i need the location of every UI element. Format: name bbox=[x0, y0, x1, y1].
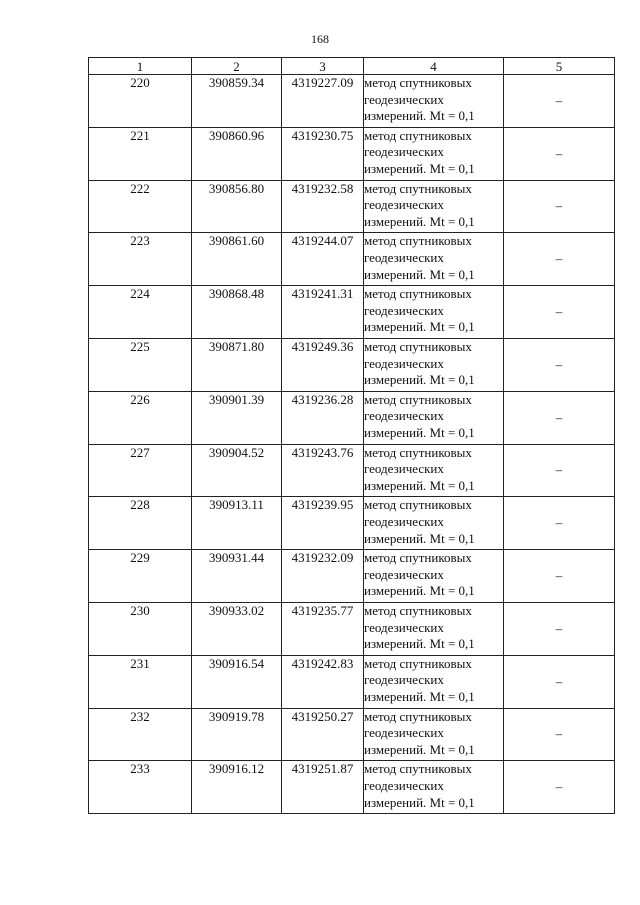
method-cell bbox=[364, 708, 504, 761]
note-cell: – bbox=[504, 338, 615, 391]
method-line: геодезических bbox=[364, 461, 444, 477]
method-line: геодезических bbox=[364, 144, 444, 160]
x-coordinate-cell: 390901.39 bbox=[192, 391, 282, 444]
method-line: измерений. Mt = 0,1 bbox=[364, 741, 475, 757]
method-cell bbox=[364, 180, 504, 233]
table-row bbox=[89, 127, 615, 180]
x-coordinate-cell: 390931.44 bbox=[192, 550, 282, 603]
table-row bbox=[89, 391, 615, 444]
method-cell bbox=[364, 75, 504, 128]
table-row bbox=[89, 286, 615, 339]
method-line: метод спутниковых bbox=[364, 708, 472, 724]
method-line: метод спутниковых bbox=[364, 391, 472, 407]
method-line: метод спутниковых bbox=[364, 550, 472, 566]
method-cell bbox=[364, 550, 504, 603]
method-line: метод спутниковых bbox=[364, 602, 472, 618]
note-cell: – bbox=[504, 655, 615, 708]
table-row bbox=[89, 497, 615, 550]
method-cell bbox=[364, 233, 504, 286]
note-cell: – bbox=[504, 761, 615, 814]
method-cell bbox=[364, 655, 504, 708]
x-coordinate-cell: 390919.78 bbox=[192, 708, 282, 761]
y-coordinate-cell: 4319250.27 bbox=[282, 708, 364, 761]
table-row bbox=[89, 233, 615, 286]
method-line: измерений. Mt = 0,1 bbox=[364, 160, 475, 176]
method-line: геодезических bbox=[364, 91, 444, 107]
note-cell: – bbox=[504, 127, 615, 180]
x-coordinate-cell: 390904.52 bbox=[192, 444, 282, 497]
coordinates-table bbox=[88, 57, 615, 814]
table-row bbox=[89, 550, 615, 603]
method-line: геодезических bbox=[364, 566, 444, 582]
page-number: 168 bbox=[311, 32, 329, 46]
method-line: метод спутниковых bbox=[364, 233, 472, 249]
x-coordinate-cell: 390871.80 bbox=[192, 338, 282, 391]
method-line: метод спутниковых bbox=[364, 180, 472, 196]
method-line: геодезических bbox=[364, 513, 444, 529]
method-line: измерений. Mt = 0,1 bbox=[364, 688, 475, 704]
y-coordinate-cell: 4319251.87 bbox=[282, 761, 364, 814]
note-cell: – bbox=[504, 708, 615, 761]
note-cell: – bbox=[504, 180, 615, 233]
method-line: измерений. Mt = 0,1 bbox=[364, 319, 475, 335]
method-cell bbox=[364, 602, 504, 655]
y-coordinate-cell: 4319249.36 bbox=[282, 338, 364, 391]
y-coordinate-cell: 4319230.75 bbox=[282, 127, 364, 180]
method-line: измерений. Mt = 0,1 bbox=[364, 424, 475, 440]
y-coordinate-cell: 4319242.83 bbox=[282, 655, 364, 708]
method-line: метод спутниковых bbox=[364, 127, 472, 143]
table-row bbox=[89, 708, 615, 761]
method-line: метод спутниковых bbox=[364, 75, 472, 90]
method-line: измерений. Mt = 0,1 bbox=[364, 794, 475, 810]
point-number-cell: 231 bbox=[89, 655, 192, 708]
method-cell bbox=[364, 127, 504, 180]
y-coordinate-cell: 4319227.09 bbox=[282, 75, 364, 128]
x-coordinate-cell: 390913.11 bbox=[192, 497, 282, 550]
point-number-cell: 220 bbox=[89, 75, 192, 128]
table-row bbox=[89, 75, 615, 128]
method-line: геодезических bbox=[364, 619, 444, 635]
header-row bbox=[89, 58, 615, 75]
method-line: измерений. Mt = 0,1 bbox=[364, 530, 475, 546]
method-line: метод спутниковых bbox=[364, 497, 472, 513]
method-cell bbox=[364, 761, 504, 814]
y-coordinate-cell: 4319239.95 bbox=[282, 497, 364, 550]
note-cell: – bbox=[504, 550, 615, 603]
method-cell bbox=[364, 286, 504, 339]
table-row bbox=[89, 602, 615, 655]
table-row bbox=[89, 338, 615, 391]
note-cell: – bbox=[504, 391, 615, 444]
point-number-cell: 225 bbox=[89, 338, 192, 391]
method-line: метод спутниковых bbox=[364, 761, 472, 777]
x-coordinate-cell: 390860.96 bbox=[192, 127, 282, 180]
method-line: метод спутниковых bbox=[364, 286, 472, 302]
column-header-3: 3 bbox=[282, 58, 364, 75]
x-coordinate-cell: 390916.12 bbox=[192, 761, 282, 814]
x-coordinate-cell: 390868.48 bbox=[192, 286, 282, 339]
method-line: геодезических bbox=[364, 355, 444, 371]
note-cell: – bbox=[504, 286, 615, 339]
x-coordinate-cell: 390861.60 bbox=[192, 233, 282, 286]
method-cell bbox=[364, 391, 504, 444]
method-line: геодезических bbox=[364, 302, 444, 318]
point-number-cell: 222 bbox=[89, 180, 192, 233]
column-header-2: 2 bbox=[192, 58, 282, 75]
y-coordinate-cell: 4319243.76 bbox=[282, 444, 364, 497]
table-row bbox=[89, 444, 615, 497]
method-cell bbox=[364, 338, 504, 391]
point-number-cell: 233 bbox=[89, 761, 192, 814]
method-line: измерений. Mt = 0,1 bbox=[364, 636, 475, 652]
point-number-cell: 224 bbox=[89, 286, 192, 339]
x-coordinate-cell: 390856.80 bbox=[192, 180, 282, 233]
x-coordinate-cell: 390933.02 bbox=[192, 602, 282, 655]
method-line: геодезических bbox=[364, 197, 444, 213]
method-line: геодезических bbox=[364, 249, 444, 265]
method-line: метод спутниковых bbox=[364, 444, 472, 460]
x-coordinate-cell: 390916.54 bbox=[192, 655, 282, 708]
y-coordinate-cell: 4319232.09 bbox=[282, 550, 364, 603]
method-line: геодезических bbox=[364, 408, 444, 424]
method-line: измерений. Mt = 0,1 bbox=[364, 477, 475, 493]
note-cell: – bbox=[504, 75, 615, 128]
point-number-cell: 230 bbox=[89, 602, 192, 655]
method-line: метод спутниковых bbox=[364, 655, 472, 671]
point-number-cell: 228 bbox=[89, 497, 192, 550]
point-number-cell: 227 bbox=[89, 444, 192, 497]
method-line: измерений. Mt = 0,1 bbox=[364, 266, 475, 282]
method-line: геодезических bbox=[364, 777, 444, 793]
note-cell: – bbox=[504, 444, 615, 497]
table-row bbox=[89, 180, 615, 233]
y-coordinate-cell: 4319232.58 bbox=[282, 180, 364, 233]
note-cell: – bbox=[504, 497, 615, 550]
method-cell bbox=[364, 497, 504, 550]
method-line: измерений. Mt = 0,1 bbox=[364, 583, 475, 599]
y-coordinate-cell: 4319236.28 bbox=[282, 391, 364, 444]
table-row bbox=[89, 655, 615, 708]
method-line: геодезических bbox=[364, 725, 444, 741]
table-header bbox=[89, 58, 615, 75]
column-header-4: 4 bbox=[364, 58, 504, 75]
y-coordinate-cell: 4319244.07 bbox=[282, 233, 364, 286]
method-line: измерений. Mt = 0,1 bbox=[364, 372, 475, 388]
point-number-cell: 221 bbox=[89, 127, 192, 180]
note-cell: – bbox=[504, 602, 615, 655]
table-row bbox=[89, 761, 615, 814]
column-header-5: 5 bbox=[504, 58, 615, 75]
point-number-cell: 223 bbox=[89, 233, 192, 286]
y-coordinate-cell: 4319235.77 bbox=[282, 602, 364, 655]
y-coordinate-cell: 4319241.31 bbox=[282, 286, 364, 339]
table-body bbox=[89, 75, 615, 814]
method-line: геодезических bbox=[364, 672, 444, 688]
point-number-cell: 226 bbox=[89, 391, 192, 444]
point-number-cell: 229 bbox=[89, 550, 192, 603]
method-line: метод спутниковых bbox=[364, 338, 472, 354]
method-line: измерений. Mt = 0,1 bbox=[364, 108, 475, 124]
method-line: измерений. Mt = 0,1 bbox=[364, 213, 475, 229]
note-cell: – bbox=[504, 233, 615, 286]
method-cell bbox=[364, 444, 504, 497]
point-number-cell: 232 bbox=[89, 708, 192, 761]
column-header-1: 1 bbox=[89, 58, 192, 75]
x-coordinate-cell: 390859.34 bbox=[192, 75, 282, 128]
